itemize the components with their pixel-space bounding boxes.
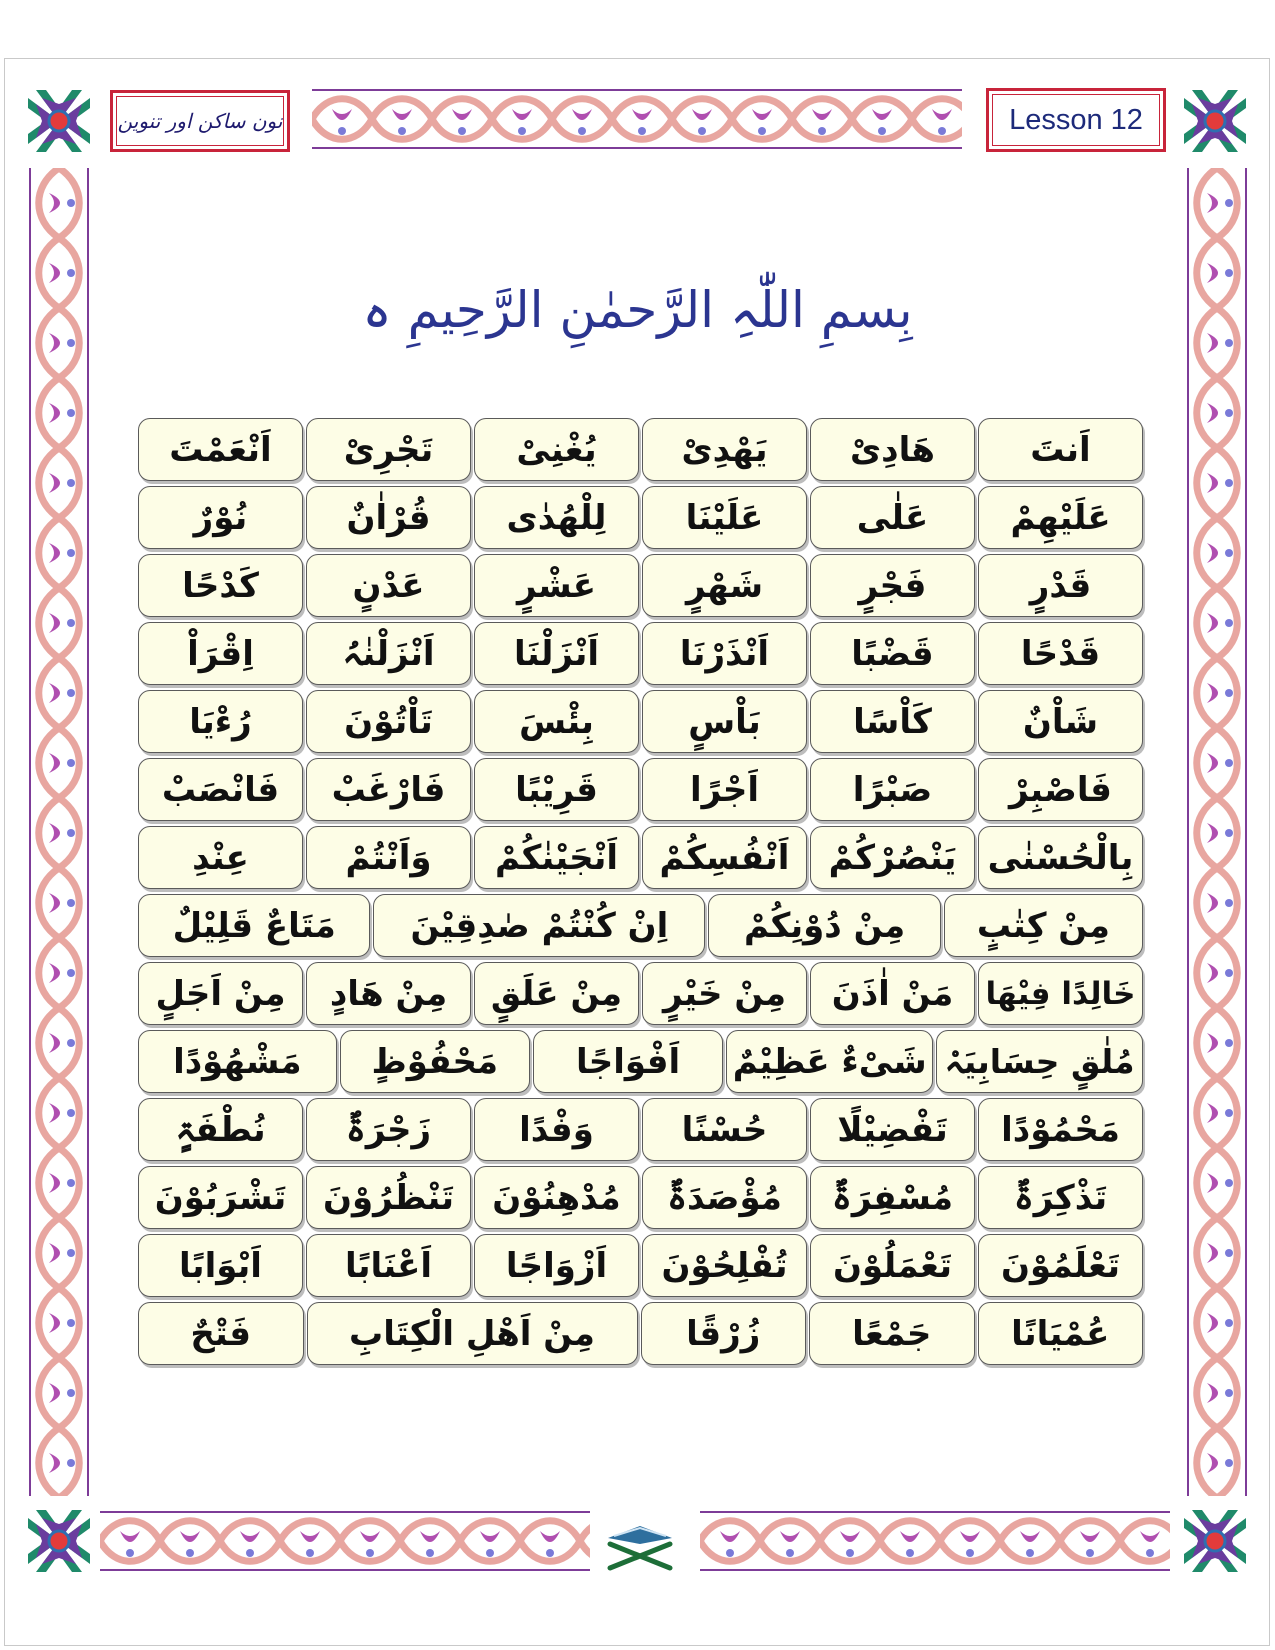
word-text: مَشْھُوْدًا: [173, 1041, 302, 1082]
word-cell: [306, 826, 471, 889]
word-cell: [642, 418, 807, 481]
word-text: اَجْرًا: [690, 769, 759, 810]
topic-label: نون ساکن اور تنوین: [117, 109, 283, 133]
word-text: قُرْاٰنٌ: [346, 497, 431, 538]
word-cell: [810, 758, 975, 821]
word-row: [135, 1030, 1143, 1093]
word-text: کَاْسًا: [853, 701, 932, 742]
word-cell: [642, 1234, 807, 1297]
word-text: قَدْحًا: [1020, 633, 1101, 674]
word-text: اَنْفُسِکُمْ: [659, 837, 790, 878]
word-text: اَنْزَلْنَا: [514, 633, 599, 674]
word-text: قَرِیْبًا: [515, 769, 598, 810]
word-cell: [474, 826, 639, 889]
word-text: شَیْءٌ عَظِیْمٌ: [732, 1041, 927, 1082]
word-text: بِئْسَ: [519, 701, 594, 742]
word-cell: [138, 418, 303, 481]
word-text: یَھْدِیْ: [681, 429, 768, 470]
word-cell: [138, 962, 303, 1025]
word-text: مِنْ کِتٰبٍ: [976, 905, 1110, 946]
word-text: مُؤْصَدَۃٌ: [667, 1178, 782, 1218]
word-row: [135, 622, 1143, 685]
word-cell: [138, 622, 303, 685]
word-cell: [533, 1030, 723, 1093]
word-text: صَبْرًا: [852, 769, 933, 810]
word-cell: [474, 690, 639, 753]
word-cell: [306, 1234, 471, 1297]
word-row: [135, 554, 1143, 617]
word-cell: [474, 1166, 639, 1229]
word-cell: [306, 622, 471, 685]
word-grid: [135, 418, 1143, 1370]
word-cell: [138, 1234, 303, 1297]
word-text: عَشْرٍ: [517, 565, 596, 606]
border-band-bottom-right: [700, 1508, 1170, 1574]
word-text: زُرْقًا: [686, 1313, 761, 1354]
word-cell: [641, 1302, 807, 1365]
word-row: [135, 962, 1143, 1025]
word-text: نُوْرٌ: [193, 497, 248, 538]
word-cell: [978, 690, 1143, 753]
word-text: اَعْنَابًا: [344, 1245, 433, 1286]
word-text: لِلْھُدٰی: [506, 497, 607, 538]
word-cell: [978, 486, 1143, 549]
word-text: بِالْحُسْنٰی: [987, 837, 1134, 878]
word-text: تَعْلَمُوْنَ: [1001, 1245, 1120, 1286]
word-row: [135, 1166, 1143, 1229]
word-text: کَدْحًا: [182, 565, 259, 606]
word-cell: [944, 894, 1143, 957]
word-text: تَعْمَلُوْنَ: [833, 1245, 952, 1286]
corner-ornament-bottom-right: [1178, 1504, 1252, 1578]
word-row: [135, 1302, 1143, 1365]
word-text: اَفْوَاجًا: [576, 1041, 681, 1082]
word-cell: [642, 486, 807, 549]
word-text: اَنْجَیْنٰکُمْ: [494, 837, 619, 878]
word-cell: [810, 418, 975, 481]
word-text: اَنْزَلْنٰہُ: [342, 634, 435, 674]
word-cell: [306, 690, 471, 753]
word-text: مِنْ خَیْرٍ: [662, 973, 787, 1014]
word-text: خَالِدًا فِیْھَا: [985, 975, 1136, 1012]
word-row: [135, 418, 1143, 481]
word-text: اَنْعَمْتَ: [169, 429, 272, 470]
word-text: مُدْھِنُوْنَ: [492, 1177, 621, 1218]
word-cell: [138, 1166, 303, 1229]
word-text: مَنْ اٰذَنَ: [831, 973, 954, 1014]
word-text: مَحْمُوْدًا: [1001, 1109, 1120, 1150]
word-text: وَفْدًا: [519, 1109, 594, 1150]
word-text: مِنْ اَجَلٍ: [155, 973, 286, 1014]
word-cell: [642, 758, 807, 821]
word-text: تَجْرِیْ: [343, 429, 434, 470]
word-cell: [978, 758, 1143, 821]
word-cell: [138, 1098, 303, 1161]
word-cell: [307, 1302, 638, 1365]
word-text: عَلَیْھِمْ: [1010, 497, 1111, 538]
word-cell: [138, 758, 303, 821]
word-text: زَجْرَۃٌ: [345, 1110, 432, 1150]
word-text: مِنْ عَلَقٍ: [490, 973, 623, 1014]
border-band-bottom-left: [100, 1508, 590, 1574]
word-cell: [810, 486, 975, 549]
topic-label-box: [110, 90, 290, 152]
quran-book-icon: [600, 1508, 680, 1574]
word-text: یُغْنِیْ: [516, 429, 597, 470]
word-cell: [340, 1030, 530, 1093]
word-cell: [978, 418, 1143, 481]
word-text: ھَادِیْ: [850, 429, 935, 470]
word-text: مِنْ دُوْنِکُمْ: [743, 905, 906, 946]
word-cell: [978, 622, 1143, 685]
word-cell: [642, 962, 807, 1025]
word-text: تَذْکِرَۃٌ: [1013, 1178, 1108, 1218]
word-row: [135, 758, 1143, 821]
word-text: شَاْنٌ: [1022, 701, 1099, 742]
word-text: فَارْغَبْ: [331, 769, 446, 810]
word-cell: [138, 690, 303, 753]
word-text: بَاْسٍ: [688, 701, 761, 742]
word-text: حُسْنًا: [681, 1109, 768, 1150]
word-cell: [810, 1098, 975, 1161]
word-cell: [642, 826, 807, 889]
word-cell: [642, 1098, 807, 1161]
word-cell: [978, 826, 1143, 889]
word-text: نُطْفَۃٍ: [175, 1110, 266, 1150]
lesson-label-box: [986, 88, 1166, 152]
word-cell: [810, 622, 975, 685]
border-band-left: [26, 168, 92, 1496]
word-cell: [138, 1030, 337, 1093]
word-text: اَنْذَرْنَا: [679, 633, 770, 674]
word-row: [135, 486, 1143, 549]
word-text: تُفْلِحُوْنَ: [661, 1245, 788, 1286]
word-text: اِقْرَاْ: [187, 633, 254, 674]
word-text: فَانْصَبْ: [161, 769, 280, 810]
word-cell: [978, 554, 1143, 617]
word-text: عَلٰی: [856, 497, 929, 538]
word-text: یَنْصُرْکُمْ: [828, 837, 957, 878]
word-cell: [810, 554, 975, 617]
word-text: تَفْضِیْلًا: [837, 1109, 948, 1150]
word-cell: [708, 894, 940, 957]
word-cell: [810, 962, 975, 1025]
word-text: اَزْوَاجًا: [505, 1245, 608, 1286]
word-cell: [306, 1098, 471, 1161]
word-cell: [474, 758, 639, 821]
word-text: وَاَنْتُمْ: [345, 837, 432, 878]
word-cell: [306, 962, 471, 1025]
word-cell: [642, 1166, 807, 1229]
border-band-top: [312, 86, 962, 152]
word-cell: [978, 1302, 1144, 1365]
word-cell: [373, 894, 705, 957]
word-cell: [138, 486, 303, 549]
word-cell: [138, 826, 303, 889]
word-text: مِنْ اَھْلِ الْکِتَابِ: [349, 1313, 595, 1354]
word-cell: [809, 1302, 975, 1365]
bismillah-heading: بِسمِ اللّٰہِ الرَّحمٰنِ الرَّحِیمِ ہ: [362, 281, 913, 339]
word-cell: [642, 622, 807, 685]
word-cell: [936, 1030, 1143, 1093]
word-text: قَدْرٍ: [1029, 565, 1092, 606]
word-cell: [978, 1234, 1143, 1297]
word-cell: [306, 758, 471, 821]
word-text: عُمْیَانًا: [1011, 1313, 1110, 1354]
word-cell: [810, 1234, 975, 1297]
word-cell: [810, 826, 975, 889]
word-row: [135, 1098, 1143, 1161]
word-cell: [474, 622, 639, 685]
border-band-right: [1184, 168, 1250, 1496]
word-cell: [474, 486, 639, 549]
word-text: مِنْ ھَادٍ: [329, 973, 448, 1014]
word-row: [135, 690, 1143, 753]
word-text: مَتَاعٌ قَلِیْلٌ: [172, 905, 336, 946]
corner-ornament-top-right: [1178, 84, 1252, 158]
word-cell: [138, 1302, 304, 1365]
word-text: شَھْرٍ: [685, 565, 764, 606]
word-cell: [978, 1098, 1143, 1161]
word-text: مُلٰقٍ حِسَابِیَہْ: [944, 1042, 1135, 1081]
word-text: عَلَیْنَا: [685, 497, 764, 538]
word-text: فَاصْبِرْ: [1009, 769, 1112, 810]
word-text: تَنْظُرُوْنَ: [322, 1177, 455, 1218]
word-text: قَضْبًا: [851, 633, 934, 674]
word-cell: [810, 690, 975, 753]
word-row: [135, 826, 1143, 889]
word-cell: [138, 894, 370, 957]
word-cell: [306, 554, 471, 617]
word-cell: [306, 418, 471, 481]
word-text: تَشْرَبُوْنَ: [154, 1177, 287, 1218]
word-row: [135, 1234, 1143, 1297]
word-text: اِنْ کُنْتُمْ صٰدِقِیْنَ: [410, 905, 669, 946]
corner-ornament-bottom-left: [22, 1504, 96, 1578]
word-cell: [306, 1166, 471, 1229]
corner-ornament-top-left: [22, 84, 96, 158]
word-row: [135, 894, 1143, 957]
word-text: جَمْعًا: [852, 1313, 932, 1354]
word-cell: [810, 1166, 975, 1229]
word-text: اَبْوَابًا: [179, 1245, 262, 1286]
word-text: مَحْفُوْظٍ: [371, 1041, 499, 1082]
word-text: رُءْیَا: [189, 701, 252, 742]
word-text: اَنتَ: [1030, 429, 1091, 470]
word-cell: [306, 486, 471, 549]
lesson-label: Lesson 12: [1009, 103, 1143, 136]
word-cell: [474, 962, 639, 1025]
word-text: عَدْنٍ: [352, 565, 425, 606]
word-cell: [726, 1030, 933, 1093]
word-cell: [474, 418, 639, 481]
word-text: فَتْحٌ: [190, 1313, 252, 1354]
word-text: فَجْرٍ: [858, 565, 927, 606]
word-text: مُسْفِرَۃٌ: [831, 1178, 954, 1218]
word-cell: [474, 1234, 639, 1297]
word-text: عِنْدِ: [192, 837, 249, 878]
word-cell: [474, 554, 639, 617]
word-text: تَاْتُوْنَ: [344, 701, 433, 742]
word-cell: [978, 1166, 1143, 1229]
word-cell: [642, 554, 807, 617]
word-cell: [474, 1098, 639, 1161]
word-cell: [138, 554, 303, 617]
word-cell: [978, 962, 1143, 1025]
word-cell: [642, 690, 807, 753]
